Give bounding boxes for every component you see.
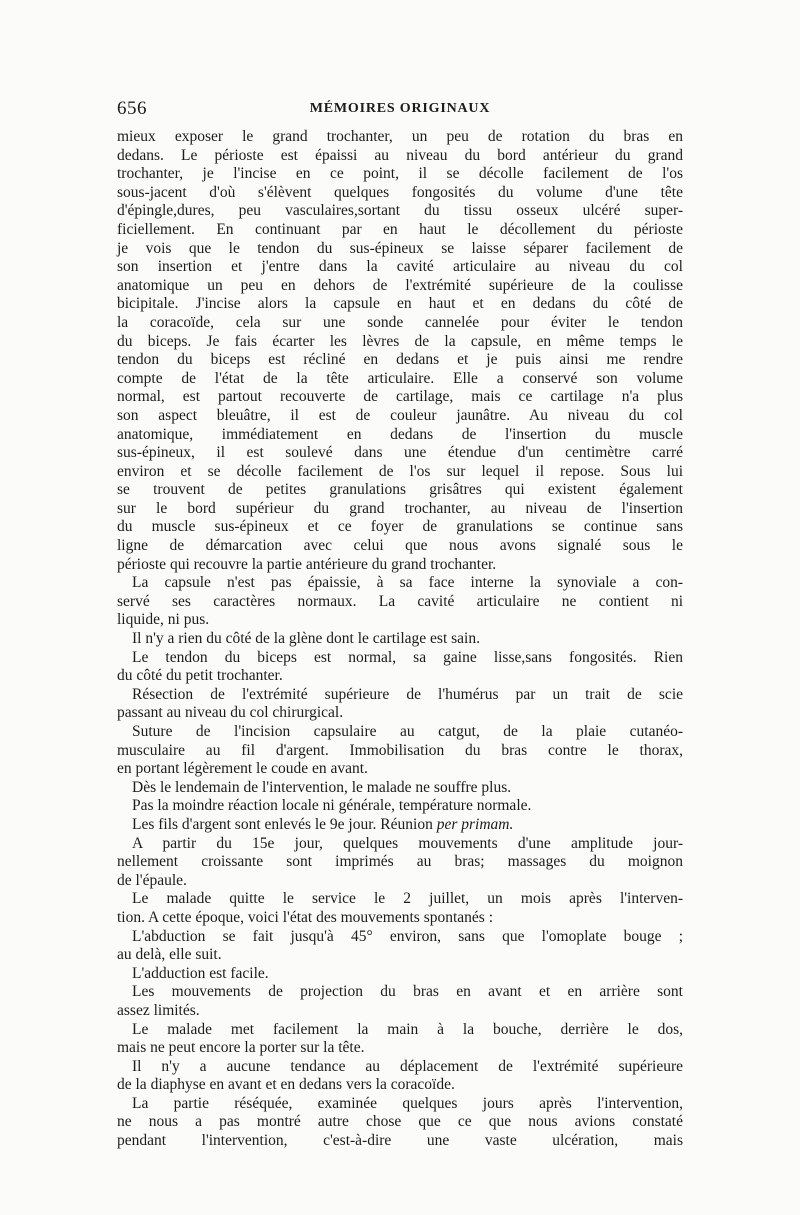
text-line-content: ne nous a pas montré autre chose que ce que nous avions constaté — [117, 1113, 683, 1131]
text-line — [117, 611, 683, 630]
text-line — [117, 351, 683, 370]
text-line-content: dedans. Le périoste est épaissi au niveau du bord antérieur du grand — [117, 146, 683, 164]
text-line — [117, 165, 683, 184]
text-line — [117, 556, 683, 575]
text-line-content: se trouvent de petites granulations grisâtres qui existent également — [117, 481, 683, 499]
text-line-content: compte de l'état de la tête articulaire. Elle a conservé son volume — [117, 369, 683, 387]
text-line-content: de la diaphyse en avant et en dedans vers la coracoïde. — [117, 1076, 455, 1094]
text-line — [117, 983, 683, 1002]
text-line — [117, 1039, 683, 1058]
text-line-content: du côté du petit trochanter. — [117, 667, 283, 685]
text-line-content: trochanter, je l'incise en ce point, il se décolle facilement de l'os — [117, 165, 683, 183]
text-line-content: Résection de l'extrémité supérieure de l'humérus par un trait de scie — [132, 685, 683, 703]
text-line-content: bicipitale. J'incise alors la capsule en haut et en dedans du côté de — [117, 295, 683, 313]
text-line — [117, 295, 683, 314]
text-line — [117, 258, 683, 277]
text-line — [117, 760, 683, 779]
text-line-content: d'épingle,dures, peu vasculaires,sortant du tissu osseux ulcéré super- — [117, 202, 683, 220]
page-header — [117, 98, 683, 124]
text-line-content: normal, est partout recouverte de cartilage, mais ce cartilage n'a plus — [117, 388, 683, 406]
text-line — [117, 463, 683, 482]
text-line — [117, 835, 683, 854]
text-line — [117, 704, 683, 723]
text-line — [117, 872, 683, 891]
text-line — [117, 444, 683, 463]
text-line-content: assez limités. — [117, 1001, 200, 1019]
text-line-content: Le tendon du biceps est normal, sa gaine lisse,sans fongosités. Rien — [132, 648, 683, 666]
text-line-content: tion. A cette époque, voici l'état des mouvements spontanés : — [117, 908, 494, 926]
text-line-content: je vois que le tendon du sus-épineux se laisse séparer facilement de — [117, 239, 683, 257]
text-line-content: A partir du 15e jour, quelques mouvements d'une amplitude jour- — [132, 834, 683, 852]
text-line — [117, 277, 683, 296]
text-line — [117, 742, 683, 761]
text-line — [117, 240, 683, 259]
text-line — [117, 314, 683, 333]
text-line — [117, 333, 683, 352]
text-line — [117, 667, 683, 686]
text-line — [117, 481, 683, 500]
text-line — [117, 649, 683, 668]
text-line-content: la coracoïde, cela sur une sonde cannelée pour éviter le tendon — [117, 313, 683, 331]
text-line — [117, 779, 683, 798]
body-text — [117, 128, 683, 1151]
text-line — [117, 202, 683, 221]
text-line-content: environ et se décolle facilement de l'os sur lequel il repose. Sous lui — [117, 462, 683, 480]
text-line — [117, 128, 683, 147]
text-line-content: son insertion et j'entre dans la cavité articulaire au niveau du col — [117, 258, 683, 276]
text-line-content: ficiellement. En continuant par en haut le décollement du périoste — [117, 220, 683, 238]
text-line-content: de l'épaule. — [117, 871, 187, 889]
text-line — [117, 1076, 683, 1095]
text-line — [117, 1132, 683, 1151]
text-line — [117, 909, 683, 928]
text-line-content: au delà, elle suit. — [117, 946, 222, 964]
text-line — [117, 1095, 683, 1114]
text-line-content: servé ses caractères normaux. La cavité articulaire ne contient ni — [117, 592, 683, 610]
text-line — [117, 1058, 683, 1077]
text-line-content: du biceps. Je fais écarter les lèvres de la capsule, en même temps le — [117, 332, 683, 350]
running-head: MÉMOIRES ORIGINAUX — [309, 101, 491, 116]
text-line — [117, 426, 683, 445]
text-line-content: en portant légèrement le coude en avant. — [117, 760, 368, 778]
text-line-content: anatomique un peu en dehors de l'extrémité supérieure de la coulisse — [117, 276, 683, 294]
text-line — [117, 370, 683, 389]
italic-phrase: per primam. — [436, 815, 514, 833]
text-line — [117, 593, 683, 612]
text-line-content: musculaire au fil d'argent. Immobilisation du bras contre le thorax, — [117, 741, 683, 759]
text-line-content: Il n'y a rien du côté de la glène dont le cartilage est sain. — [132, 630, 480, 648]
text-line-content: ligne de démarcation avec celui que nous avons signalé sous le — [117, 537, 683, 555]
text-line-content: mais ne peut encore la porter sur la tête. — [117, 1039, 365, 1057]
text-line-content: anatomique, immédiatement en dedans de l'insertion du muscle — [117, 425, 683, 443]
text-line — [117, 630, 683, 649]
text-line — [117, 816, 683, 835]
text-line-content: Suture de l'incision capsulaire au catgut, de la plaie cutanéo- — [132, 723, 683, 740]
text-line — [117, 965, 683, 984]
text-line — [117, 1113, 683, 1132]
text-line — [117, 797, 683, 816]
text-line-content: L'abduction se fait jusqu'à 45° environ, sans que l'omoplate bouge ; — [132, 927, 683, 945]
text-line — [117, 686, 683, 705]
text-line — [117, 500, 683, 519]
text-line-content: La capsule n'est pas épaissie, à sa face interne la synoviale a con- — [132, 574, 683, 592]
text-line-content: périoste qui recouvre la partie antérieure du grand trochanter. — [117, 555, 497, 573]
text-line-content: Dès le lendemain de l'intervention, le malade ne souffre plus. — [132, 778, 512, 796]
text-line — [117, 946, 683, 965]
text-line — [117, 890, 683, 909]
text-line-content: nellement croissante sont imprimés au bras; massages du moignon — [117, 853, 683, 871]
text-line-content: Il n'y a aucune tendance au déplacement de l'extrémité supérieure — [132, 1057, 683, 1075]
text-line-content: Le malade met facilement la main à la bouche, derrière le dos, — [132, 1020, 683, 1038]
text-line — [117, 221, 683, 240]
text-line — [117, 1002, 683, 1021]
text-line — [117, 1021, 683, 1040]
text-line — [117, 518, 683, 537]
text-line — [117, 407, 683, 426]
text-line-content: liquide, ni pus. — [117, 611, 210, 629]
text-line — [117, 853, 683, 872]
text-line — [117, 184, 683, 203]
text-line-content: La partie réséquée, examinée quelques jours après l'intervention, — [132, 1094, 683, 1112]
text-line-content: passant au niveau du col chirurgical. — [117, 704, 344, 722]
page-number: 656 — [117, 98, 147, 119]
text-line-content: Les mouvements de projection du bras en avant et en arrière sont — [132, 983, 683, 1001]
text-line-content: L'adduction est facile. — [132, 964, 269, 982]
text-line — [117, 723, 683, 742]
text-line — [117, 147, 683, 166]
text-line — [117, 574, 683, 593]
text-line — [117, 928, 683, 947]
text-line-content: tendon du biceps est récliné en dedans et je puis ainsi me rendre — [117, 351, 683, 369]
text-line-content: mieux exposer le grand trochanter, un peu de rotation du bras en — [117, 128, 683, 145]
text-line-content: Pas la moindre réaction locale ni générale, température normale. — [132, 797, 532, 815]
text-line — [117, 388, 683, 407]
text-line-content: Le malade quitte le service le 2 juillet, un mois après l'interven- — [132, 890, 683, 908]
text-line-content: sur le bord supérieur du grand trochanter, au niveau de l'insertion — [117, 499, 683, 517]
text-line-content: sus-épineux, il est soulevé dans une étendue d'un centimètre carré — [117, 444, 683, 462]
text-line-content: sous-jacent d'où s'élèvent quelques fongosités du volume d'une tête — [117, 183, 683, 201]
text-line-content: pendant l'intervention, c'est-à-dire une vaste ulcération, mais — [117, 1132, 683, 1150]
text-line-content: Les fils d'argent sont enlevés le 9e jour. Réunion — [132, 815, 437, 833]
text-line-content: son aspect bleuâtre, il est de couleur jaunâtre. Au niveau du col — [117, 406, 683, 424]
text-line-content: du muscle sus-épineux et ce foyer de granulations se continue sans — [117, 518, 683, 536]
text-line — [117, 537, 683, 556]
